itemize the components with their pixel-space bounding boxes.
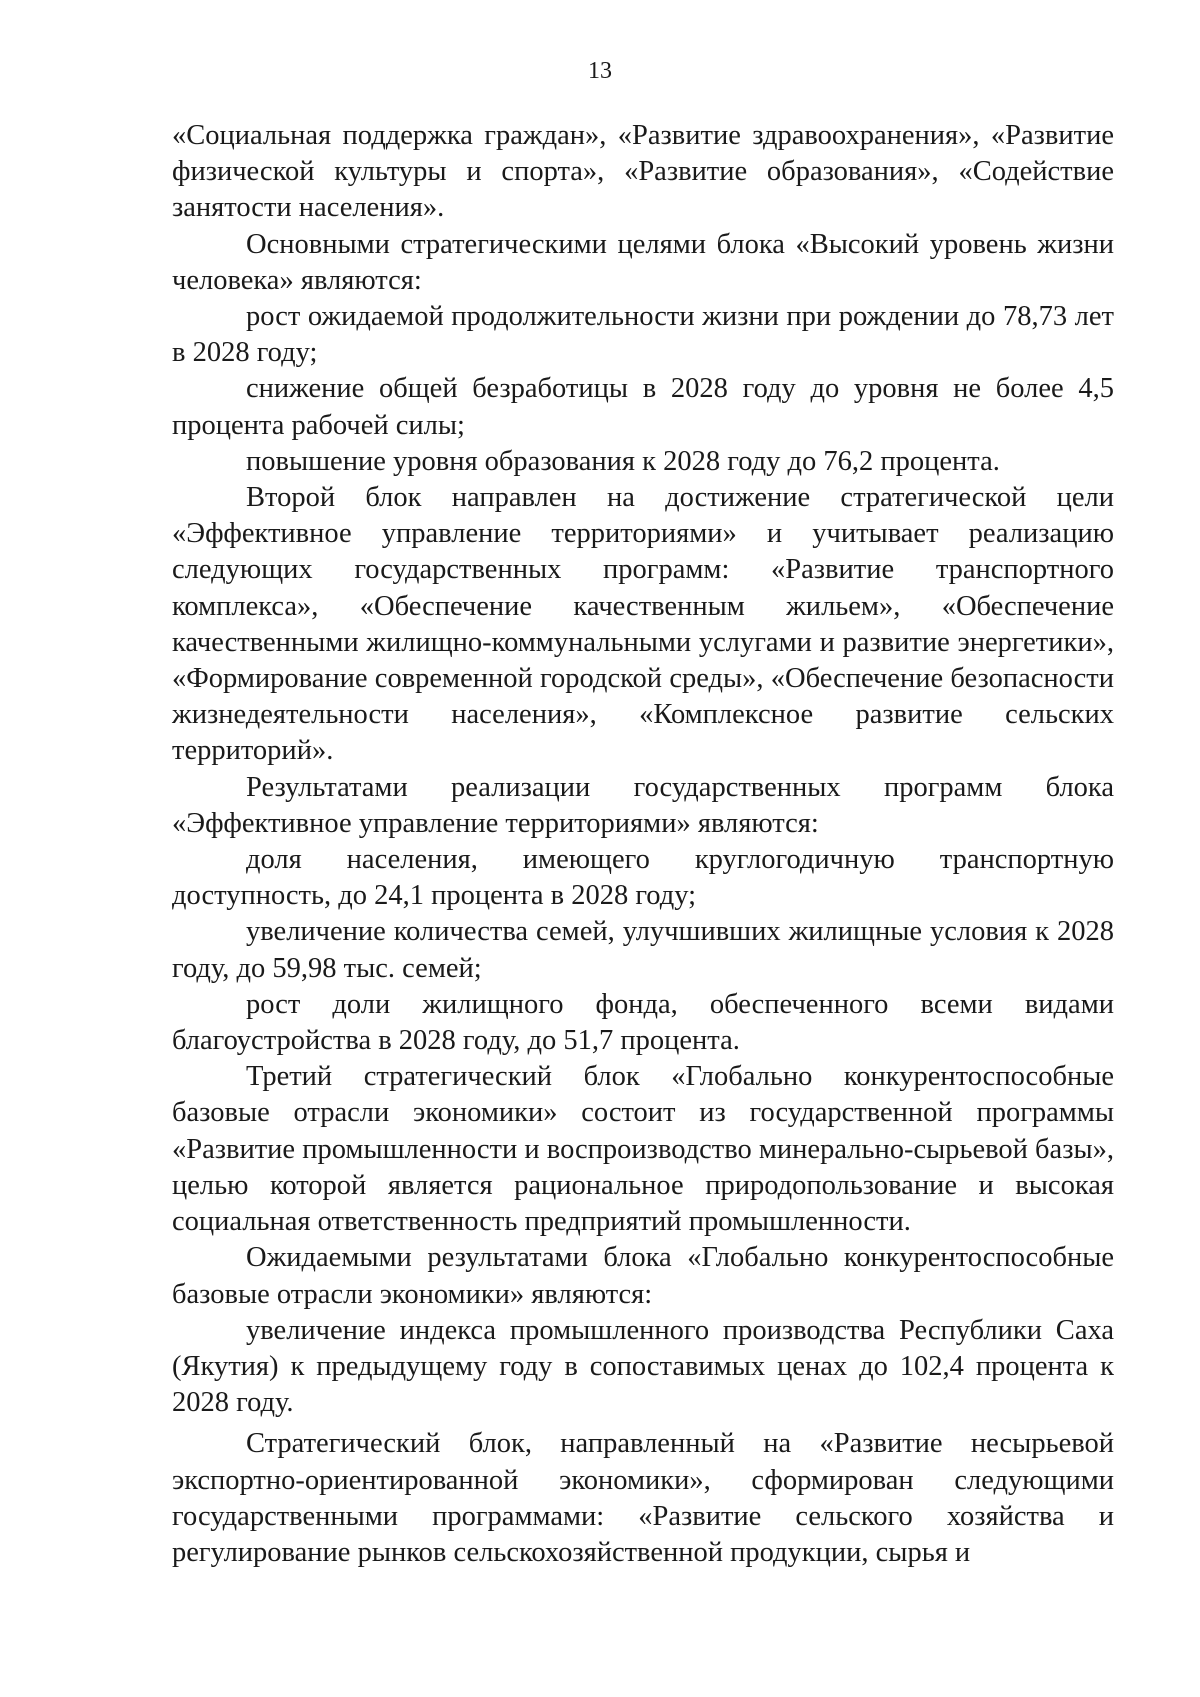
paragraph: увеличение количества семей, улучшивших жилищные условия к 2028 году, до 59,98 тыс. семей; <box>172 916 1114 984</box>
page-number: 13 <box>588 58 612 84</box>
paragraph: Основными стратегическими целями блока «Высокий уровень жизни человека» являются: <box>172 228 1114 296</box>
document-body <box>172 118 1114 1571</box>
paragraph: Результатами реализации государственных программ блока «Эффективное управление территориями» являются: <box>172 771 1114 839</box>
paragraph: Второй блок направлен на достижение стратегической цели «Эффективное управление территориями» и учитывает реализацию следующих государственных программ: «Развитие транспортного комплекса», «Обеспечение качественным жильем», «Обеспечение качественными жилищно-коммунальными услугами и развитие энергетики», «Формирование современной городской среды», «Обеспечение безопасности жизнедеятельности населения», «Комплексное развитие сельских территорий». <box>172 482 1114 767</box>
paragraph: снижение общей безработицы в 2028 году до уровня не более 4,5 процента рабочей силы; <box>172 373 1114 441</box>
paragraph: рост ожидаемой продолжительности жизни при рождении до 78,73 лет в 2028 году; <box>172 301 1114 369</box>
paragraph: Третий стратегический блок «Глобально конкурентоспособные базовые отрасли экономики» состоит из государственной программы «Развитие промышленности и воспроизводство минерально-сырьевой базы», целью которой является рациональное природопользование и высокая социальная ответственность предприятий промышленности. <box>172 1061 1114 1238</box>
paragraph: Ожидаемыми результатами блока «Глобально конкурентоспособные базовые отрасли экономики» являются: <box>172 1242 1114 1310</box>
paragraph: увеличение индекса промышленного производства Республики Саха (Якутия) к предыдущему году в сопоставимых ценах до 102,4 процента к 2028 году. <box>172 1314 1114 1419</box>
paragraph: «Социальная поддержка граждан», «Развитие здравоохранения», «Развитие физической культуры и спорта», «Развитие образования», «Содействие занятости населения». <box>172 120 1114 224</box>
paragraph: доля населения, имеющего круглогодичную транспортную доступность, до 24,1 процента в 2028 году; <box>172 844 1114 912</box>
paragraph: Стратегический блок, направленный на «Развитие несырьевой экспортно-ориентированной экономики», сформирован следующими государственными программами: «Развитие сельского хозяйства и регулирование рынков сельскохозяйственной продукции, сырья и <box>172 1428 1114 1568</box>
paragraph: повышение уровня образования к 2028 году до 76,2 процента. <box>246 445 1000 477</box>
paragraph: рост доли жилищного фонда, обеспеченного всеми видами благоустройства в 2028 году, до 51,7 процента. <box>172 988 1114 1057</box>
